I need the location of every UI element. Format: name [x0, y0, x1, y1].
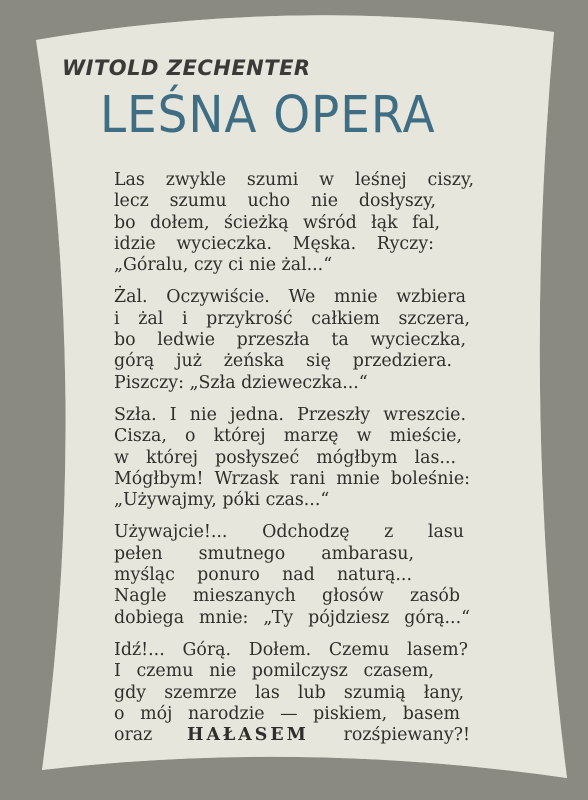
poem-line: Las zwykle szumi w leśnej ciszy, [114, 170, 474, 190]
poem-line: lecz szumu ucho nie dosłyszy, [114, 191, 436, 212]
poem-line: w której posłyszeć mógłbym las... [114, 447, 456, 468]
poem-line: „Używajmy, póki czas...“ [114, 490, 330, 511]
poem-line: o mój narodzie — piskiem, basem [114, 703, 460, 724]
poem-line: Żal. Oczywiście. We mnie wzbiera [114, 287, 466, 308]
poem-line: dobiega mnie: „Ty pójdziesz górą...“ [114, 607, 470, 628]
stanza-1 [114, 170, 474, 276]
poem-line: i żal i przykrość całkiem szczera, [114, 308, 470, 329]
poem-line: bo dołem, ścieżką wśród łąk fal, [114, 212, 440, 233]
poem-body [114, 170, 474, 757]
poem-line: gdy szemrze las lub szumią łany, [114, 682, 464, 703]
poem-line: Używajcie!... Odchodzę z lasu [114, 522, 464, 543]
poem-line: Piszczy: „Szła dzieweczka...“ [114, 372, 368, 393]
poem-title: LEŚNA OPERA [100, 86, 436, 145]
stanza-3 [114, 405, 474, 511]
emphasized-word: HAŁASEM [187, 725, 309, 746]
poem-last-line [114, 725, 470, 746]
poem-line: I czemu nie pomilczysz czasem, [114, 661, 434, 682]
poem-line: Cisza, o której marzę w mieście, [114, 426, 462, 447]
poem-line: Nagle mieszanych głosów zasób [114, 586, 460, 607]
stanza-4 [114, 522, 474, 628]
stanza-2 [114, 287, 474, 393]
last-line-start: oraz [114, 725, 153, 746]
author-name: WITOLD ZECHENTER [62, 56, 311, 80]
poem-line: Szła. I nie jedna. Przeszły wreszcie. [114, 404, 466, 425]
poem-line: pełen smutnego ambarasu, [114, 543, 414, 564]
poem-line: myśląc ponuro nad naturą... [114, 565, 412, 586]
poem-line: Idź!... Górą. Dołem. Czemu lasem? [114, 639, 468, 660]
last-line-end: rozśpiewany?! [343, 725, 470, 746]
poem-line: bo ledwie przeszła ta wycieczka, [114, 330, 466, 351]
poem-line: „Góralu, czy ci nie żal...“ [114, 255, 333, 276]
stanza-5 [114, 640, 474, 746]
poem-line: idzie wycieczka. Męska. Ryczy: [114, 233, 434, 254]
poem-line: górą już żeńska się przedziera. [114, 351, 452, 372]
poem-line: Mógłbym! Wrzask rani mnie boleśnie: [114, 468, 470, 489]
